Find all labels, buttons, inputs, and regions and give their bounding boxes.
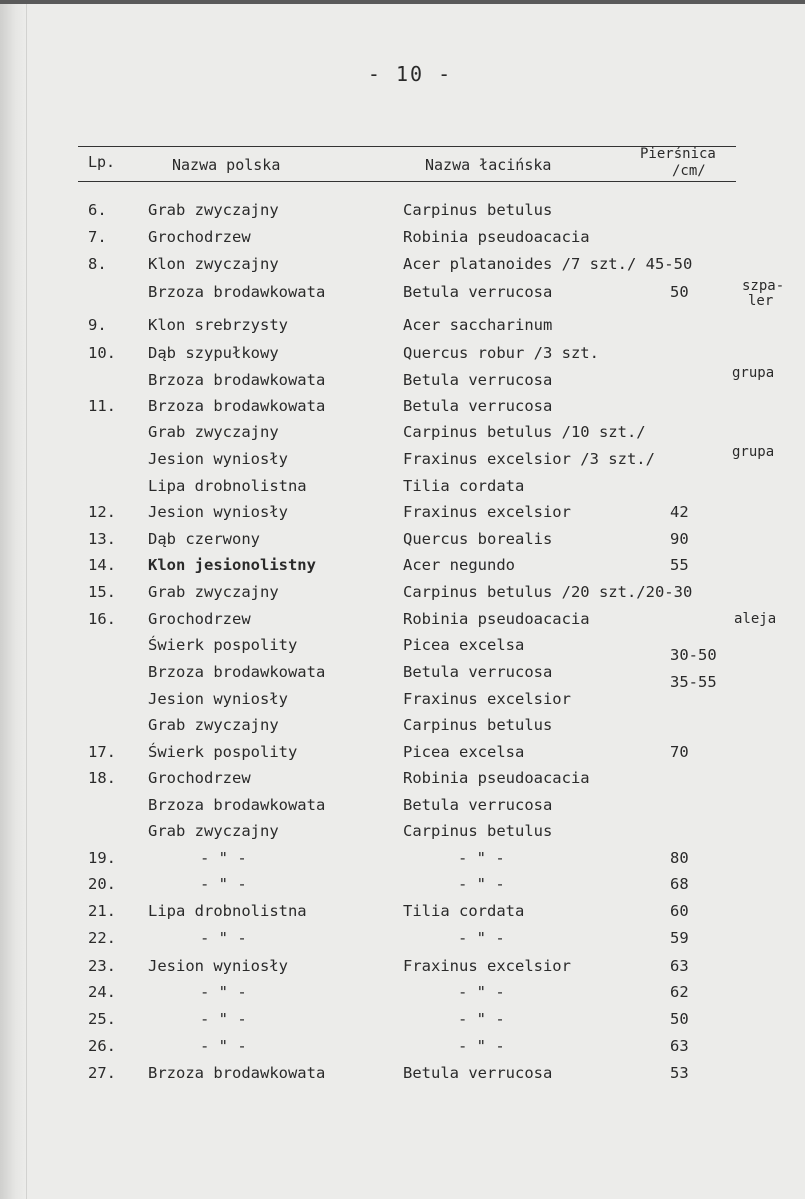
row-30-pl: - " - <box>200 983 247 1001</box>
row-23-la: Betula verrucosa <box>403 796 553 814</box>
row-31-pl: - " - <box>200 1010 247 1028</box>
row-13-pl: Dąb czerwony <box>148 530 260 548</box>
row-25-gi: 80 <box>670 849 689 867</box>
row-11-la: Tilia cordata <box>403 477 525 495</box>
row-20-la: Carpinus betulus <box>403 716 553 734</box>
row-9-la: Carpinus betulus /10 szt./ <box>403 423 646 441</box>
row-27-gi: 60 <box>670 902 689 920</box>
row-7-la: Betula verrucosa <box>403 371 553 389</box>
row-6-pl: Dąb szypułkowy <box>148 344 279 362</box>
note-grupa-1: grupa <box>732 365 775 381</box>
page-number: - 10 - <box>367 62 453 86</box>
row-26-num: 20. <box>88 875 116 893</box>
note-grupa-2: grupa <box>732 444 775 460</box>
row-12-la: Fraxinus excelsior <box>403 503 571 521</box>
row-10-la: Fraxinus excelsior /3 szt./ <box>403 450 655 468</box>
row-26-la: - " - <box>458 875 505 893</box>
row-13-num: 13. <box>88 530 116 548</box>
header-girth: Pierśnica <box>640 146 716 162</box>
row-8-num: 11. <box>88 397 116 415</box>
row-12-num: 12. <box>88 503 116 521</box>
row-17-pl: Świerk pospolity <box>148 636 298 654</box>
row-9-pl: Grab zwyczajny <box>148 423 279 441</box>
row-2-la: Robinia pseudoacacia <box>403 228 590 246</box>
row-4-pl: Brzoza brodawkowata <box>148 283 326 301</box>
row-33-pl: Brzoza brodawkowata <box>148 1064 326 1082</box>
row-31-gi: 50 <box>670 1010 689 1028</box>
note-szpaler-line1: szpa- <box>742 278 785 294</box>
row-32-num: 26. <box>88 1037 116 1055</box>
row-21-pl: Świerk pospolity <box>148 743 298 761</box>
row-33-gi: 53 <box>670 1064 689 1082</box>
row-15-num: 15. <box>88 583 116 601</box>
row-30-gi: 62 <box>670 983 689 1001</box>
row-33-la: Betula verrucosa <box>403 1064 553 1082</box>
row-3-la: Acer platanoides /7 szt./ 45-50 <box>403 255 693 273</box>
row-24-la: Carpinus betulus <box>403 822 553 840</box>
top-edge <box>0 0 805 4</box>
row-26-pl: - " - <box>200 875 247 893</box>
row-2-pl: Grochodrzew <box>148 228 251 246</box>
row-15-la: Carpinus betulus /20 szt./20-30 <box>403 583 693 601</box>
row-5-la: Acer saccharinum <box>403 316 553 334</box>
row-28-pl: - " - <box>200 929 247 947</box>
row-6-num: 10. <box>88 344 116 362</box>
row-2-num: 7. <box>88 228 107 246</box>
row-32-la: - " - <box>458 1037 505 1055</box>
row-31-la: - " - <box>458 1010 505 1028</box>
row-14-pl: Klon jesionolistny <box>148 556 316 574</box>
header-lp: Lp. <box>88 153 116 171</box>
row-32-pl: - " - <box>200 1037 247 1055</box>
row-31-num: 25. <box>88 1010 116 1028</box>
row-29-pl: Jesion wyniosły <box>148 957 288 975</box>
row-21-num: 17. <box>88 743 116 761</box>
row-22-la: Robinia pseudoacacia <box>403 769 590 787</box>
row-28-la: - " - <box>458 929 505 947</box>
row-27-la: Tilia cordata <box>403 902 525 920</box>
row-7-pl: Brzoza brodawkowata <box>148 371 326 389</box>
row-13-la: Quercus borealis <box>403 530 553 548</box>
row-29-num: 23. <box>88 957 116 975</box>
header-polish-name: Nazwa polska <box>172 156 281 174</box>
row-29-la: Fraxinus excelsior <box>403 957 571 975</box>
row-26-gi: 68 <box>670 875 689 893</box>
row-8-la: Betula verrucosa <box>403 397 553 415</box>
row-25-la: - " - <box>458 849 505 867</box>
row-8-pl: Brzoza brodawkowata <box>148 397 326 415</box>
table-top-rule <box>78 146 736 147</box>
row-21-la: Picea excelsa <box>403 743 525 761</box>
row-18-gi: 35-55 <box>670 673 717 691</box>
row-30-num: 24. <box>88 983 116 1001</box>
row-22-pl: Grochodrzew <box>148 769 251 787</box>
row-27-pl: Lipa drobnolistna <box>148 902 307 920</box>
note-aleja: aleja <box>734 611 777 627</box>
row-19-pl: Jesion wyniosły <box>148 690 288 708</box>
row-25-pl: - " - <box>200 849 247 867</box>
row-3-num: 8. <box>88 255 107 273</box>
row-4-la: Betula verrucosa <box>403 283 553 301</box>
row-1-pl: Grab zwyczajny <box>148 201 279 219</box>
row-16-pl: Grochodrzew <box>148 610 251 628</box>
binding-edge <box>0 0 27 1199</box>
row-12-pl: Jesion wyniosły <box>148 503 288 521</box>
row-17-gi: 30-50 <box>670 646 717 664</box>
row-14-num: 14. <box>88 556 116 574</box>
row-5-num: 9. <box>88 316 107 334</box>
row-16-la: Robinia pseudoacacia <box>403 610 590 628</box>
row-27-num: 21. <box>88 902 116 920</box>
row-32-gi: 63 <box>670 1037 689 1055</box>
row-28-num: 22. <box>88 929 116 947</box>
header-girth-unit: /cm/ <box>672 163 706 179</box>
row-29-gi: 63 <box>670 957 689 975</box>
row-16-num: 16. <box>88 610 116 628</box>
row-18-pl: Brzoza brodawkowata <box>148 663 326 681</box>
row-19-la: Fraxinus excelsior <box>403 690 571 708</box>
row-28-gi: 59 <box>670 929 689 947</box>
row-30-la: - " - <box>458 983 505 1001</box>
row-12-gi: 42 <box>670 503 689 521</box>
row-22-num: 18. <box>88 769 116 787</box>
row-17-la: Picea excelsa <box>403 636 525 654</box>
row-21-gi: 70 <box>670 743 689 761</box>
row-10-pl: Jesion wyniosły <box>148 450 288 468</box>
row-15-pl: Grab zwyczajny <box>148 583 279 601</box>
row-18-la: Betula verrucosa <box>403 663 553 681</box>
row-5-pl: Klon srebrzysty <box>148 316 288 334</box>
row-25-num: 19. <box>88 849 116 867</box>
row-6-la: Quercus robur /3 szt. <box>403 344 599 362</box>
row-24-pl: Grab zwyczajny <box>148 822 279 840</box>
row-14-la: Acer negundo <box>403 556 515 574</box>
row-1-num: 6. <box>88 201 107 219</box>
row-20-pl: Grab zwyczajny <box>148 716 279 734</box>
row-14-gi: 55 <box>670 556 689 574</box>
row-4-gi: 50 <box>670 283 689 301</box>
note-szpaler-line2: ler <box>748 293 774 309</box>
row-1-la: Carpinus betulus <box>403 201 553 219</box>
table-header-rule <box>78 181 736 182</box>
row-13-gi: 90 <box>670 530 689 548</box>
row-3-pl: Klon zwyczajny <box>148 255 279 273</box>
row-11-pl: Lipa drobnolistna <box>148 477 307 495</box>
row-33-num: 27. <box>88 1064 116 1082</box>
header-latin-name: Nazwa łacińska <box>425 156 552 174</box>
row-23-pl: Brzoza brodawkowata <box>148 796 326 814</box>
